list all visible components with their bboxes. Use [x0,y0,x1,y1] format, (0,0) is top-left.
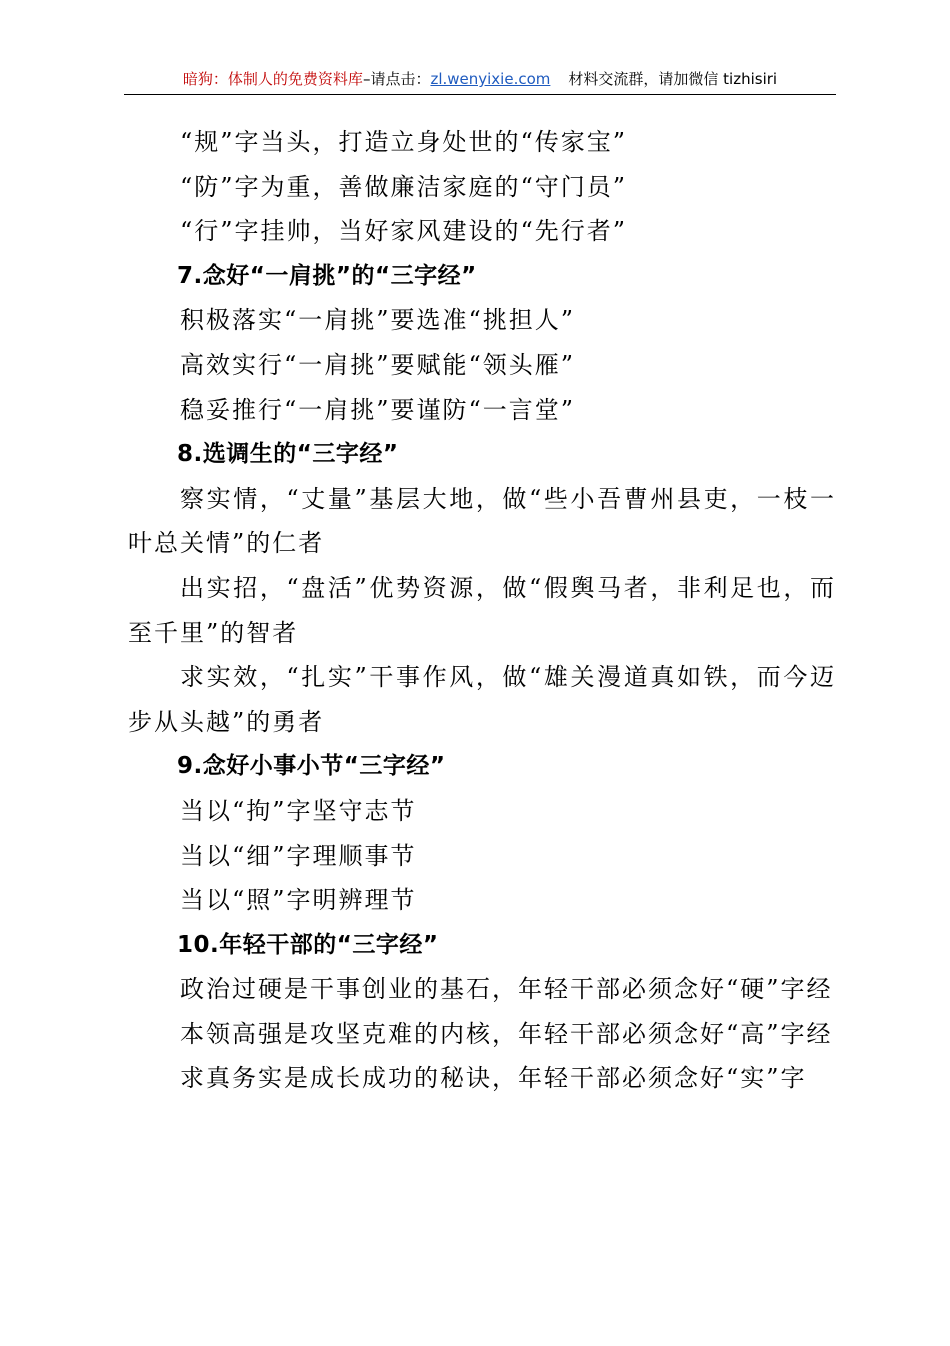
section-heading: 10.年轻干部的“三字经” [177,931,439,958]
document-body [128,120,836,1101]
body-paragraph: 出实招，“盘活”优势资源，做“假舆马者，非利足也，而至千里”的智者 [128,573,836,647]
body-paragraph: 当以“细”字理顺事节 [180,841,417,870]
body-paragraph: 求实效，“扎实”干事作风，做“雄关漫道真如铁，而今迈步从头越”的勇者 [128,663,836,736]
header-click-prefix: –请点击： [362,70,431,88]
body-paragraph: 当以“拘”字坚守志节 [180,796,417,825]
section-heading: 9.念好小事小节“三字经” [177,753,446,780]
section-heading: 7.念好“一肩挑”的“三字经” [177,262,477,289]
body-paragraph: 求真务实是成长成功的秘诀，年轻干部必须念好“实”字 [180,1064,807,1093]
body-paragraph: 当以“照”字明辨理节 [180,886,417,915]
header-promo-text: 暗狗：体制人的免费资料库 [182,70,363,88]
section-heading: 8.选调生的“三字经” [177,441,399,468]
header-contact-text: 材料交流群，请加微信 tizhisiri [568,70,778,88]
body-paragraph: 高效实行“一肩挑”要赋能“领头雁” [180,350,576,379]
body-paragraph: “规”字当头，打造立身处世的“传家宝” [180,128,628,156]
body-paragraph: “行”字挂帅，当好家风建设的“先行者” [180,217,628,246]
body-paragraph: 本领高强是攻坚克难的内核，年轻干部必须念好“高”字经 [180,1019,833,1048]
body-paragraph: 积极落实“一肩挑”要选准“挑担人” [180,306,576,335]
page-header [124,64,836,95]
body-paragraph: 稳妥推行“一肩挑”要谨防“一言堂” [180,395,576,424]
body-paragraph: 政治过硬是干事创业的基石，年轻干部必须念好“硬”字经 [180,975,833,1004]
body-paragraph: “防”字为重，善做廉洁家庭的“守门员” [180,172,628,201]
header-website-link[interactable]: zl.wenyixie.com [430,70,551,88]
body-paragraph: 察实情，“丈量”基层大地，做“些小吾曹州县吏，一枝一叶总关情”的仁者 [128,484,836,558]
